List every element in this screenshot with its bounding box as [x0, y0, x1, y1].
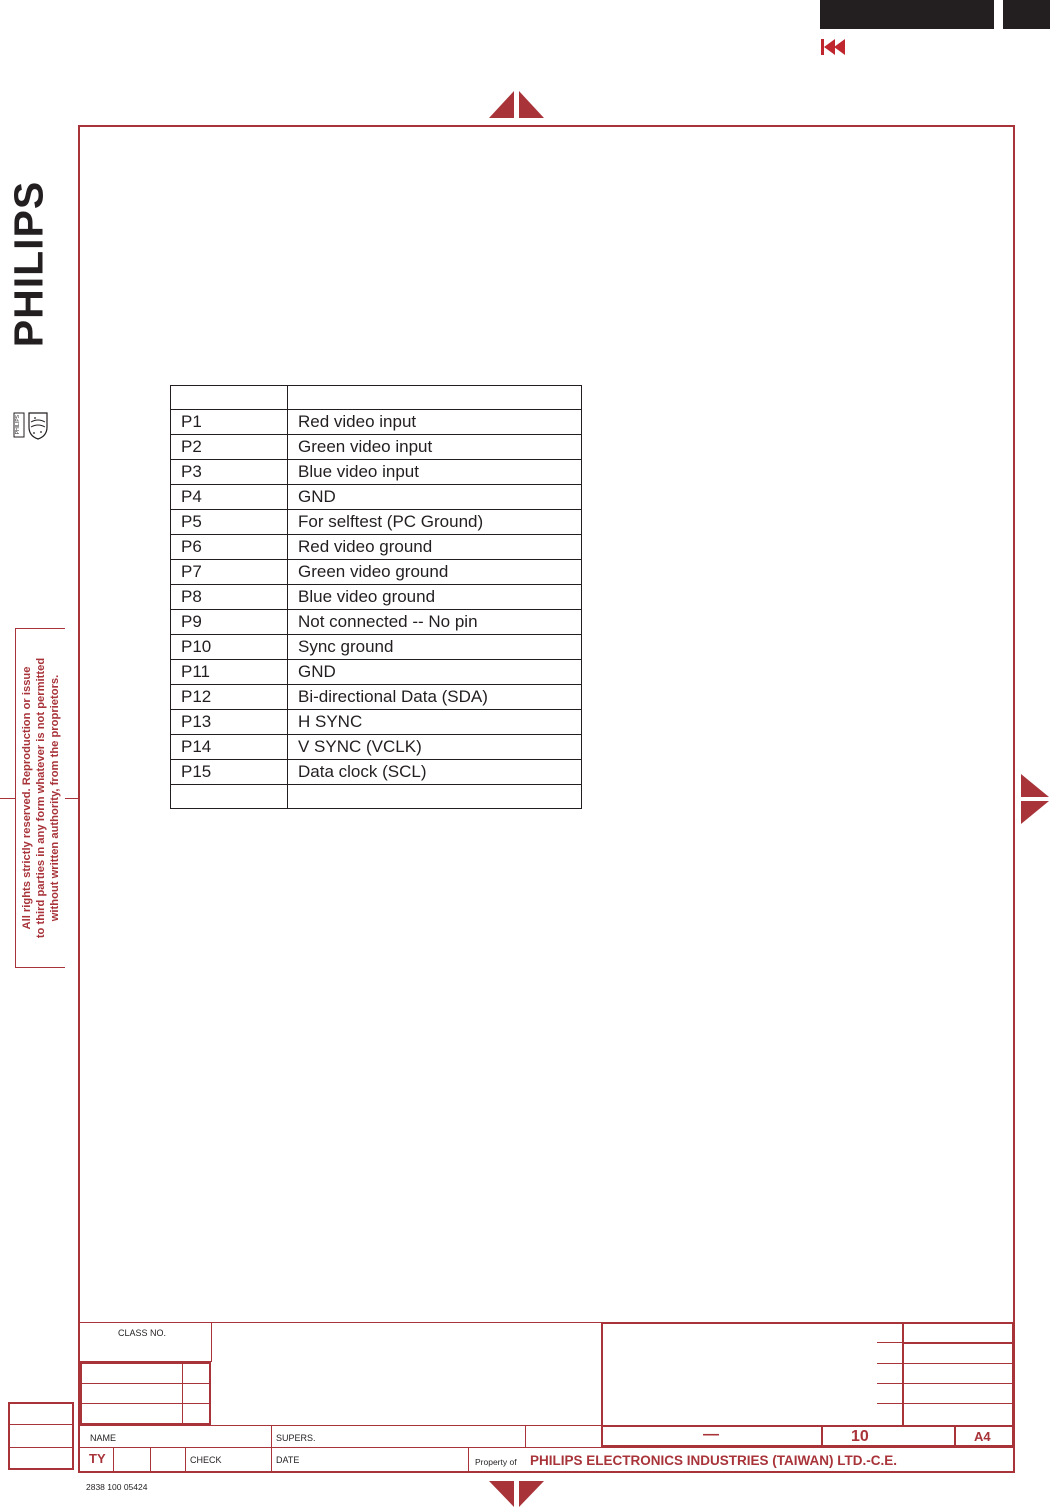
table-row — [171, 585, 582, 610]
next-arrow-icon[interactable] — [1020, 773, 1050, 825]
table-row — [171, 735, 582, 760]
table-row — [171, 510, 582, 535]
pin-number: P8 — [171, 585, 288, 610]
rev-line-d — [902, 1403, 1014, 1404]
sheet-row-box — [601, 1425, 1014, 1447]
pin-number: P15 — [171, 760, 288, 785]
table-row — [171, 760, 582, 785]
table-row — [171, 410, 582, 435]
dash-mark: — — [703, 1426, 719, 1443]
pin-number: P12 — [171, 685, 288, 710]
table-header-row — [171, 386, 582, 410]
tick-3 — [877, 1383, 902, 1384]
sheet-divider-1 — [821, 1425, 823, 1447]
rewind-icon[interactable] — [820, 37, 850, 57]
pin-signal: Not connected -- No pin — [288, 610, 582, 635]
pin-signal: Green video ground — [288, 560, 582, 585]
rev-line-b — [902, 1363, 1014, 1364]
copyright-notice-box — [15, 628, 65, 968]
supers-label: SUPERS. — [276, 1433, 316, 1443]
check-label: CHECK — [190, 1455, 222, 1465]
stamp-line-1 — [8, 1424, 74, 1425]
stamp-line-2 — [8, 1447, 74, 1448]
pin-number: P13 — [171, 710, 288, 735]
pin-signal: Bi-directional Data (SDA) — [288, 685, 582, 710]
up-arrow-icon[interactable] — [488, 90, 546, 118]
sheet-divider-2 — [954, 1425, 956, 1447]
fold-mark-right — [65, 798, 78, 799]
shield-label: PHILIPS — [15, 415, 21, 435]
table-row — [171, 635, 582, 660]
name-divider-1 — [271, 1425, 272, 1471]
description-box — [212, 1322, 602, 1425]
table-row — [171, 560, 582, 585]
drawn-by: TY — [89, 1451, 106, 1466]
company-name: PHILIPS ELECTRONICS INDUSTRIES (TAIWAN) LTD.-C.E. — [530, 1453, 897, 1468]
table-row — [171, 610, 582, 635]
name-divider-2 — [525, 1425, 526, 1447]
date-label: DATE — [276, 1455, 300, 1465]
tick-4 — [877, 1403, 902, 1404]
pin-number: P10 — [171, 635, 288, 660]
revision-line-2 — [80, 1403, 211, 1404]
sheet-number: 10 — [851, 1428, 869, 1445]
pin-signal: Red video ground — [288, 535, 582, 560]
pin-signal: GND — [288, 660, 582, 685]
property-of-label: Property of — [475, 1457, 517, 1467]
rev-line-a — [902, 1342, 1014, 1344]
empty-cell — [171, 785, 288, 809]
pin-number: P14 — [171, 735, 288, 760]
pin-signal: Green video input — [288, 435, 582, 460]
pin-number: P5 — [171, 510, 288, 535]
revision-line-1 — [80, 1383, 211, 1384]
top-tab-bar — [820, 0, 994, 29]
pin-signal: H SYNC — [288, 710, 582, 735]
pin-number: P7 — [171, 560, 288, 585]
copyright-line-2: to third parties in any form whatever is not permitted — [34, 657, 47, 939]
philips-shield-icon — [12, 410, 52, 440]
check-divider-4 — [468, 1447, 469, 1471]
pin-number: P11 — [171, 660, 288, 685]
title-box — [601, 1322, 1014, 1425]
pin-signal: Sync ground — [288, 635, 582, 660]
tick-2 — [877, 1363, 902, 1364]
table-row — [171, 685, 582, 710]
pin-signal: Blue video input — [288, 460, 582, 485]
pin-signal: Red video input — [288, 410, 582, 435]
table-row — [171, 485, 582, 510]
table-row — [171, 535, 582, 560]
check-divider-1 — [113, 1447, 114, 1471]
tick-1 — [877, 1342, 902, 1343]
document-number: 2838 100 05424 — [86, 1482, 148, 1492]
copyright-notice — [20, 658, 62, 938]
pin-number: P4 — [171, 485, 288, 510]
pin-assignment-table — [170, 385, 582, 809]
table-row — [171, 435, 582, 460]
rev-line-c — [902, 1383, 1014, 1384]
pin-number: P3 — [171, 460, 288, 485]
revision-box — [80, 1362, 211, 1425]
revision-divider — [182, 1362, 183, 1425]
down-arrow-icon[interactable] — [488, 1480, 546, 1508]
format-size: A4 — [974, 1429, 991, 1444]
pin-signal: V SYNC (VCLK) — [288, 735, 582, 760]
pin-number: P2 — [171, 435, 288, 460]
class-no-box — [80, 1322, 212, 1362]
pin-signal: Blue video ground — [288, 585, 582, 610]
pin-number: P1 — [171, 410, 288, 435]
name-label: NAME — [90, 1433, 117, 1443]
check-divider-2 — [150, 1447, 151, 1471]
pin-number: P9 — [171, 610, 288, 635]
top-tab-bar-small — [1003, 0, 1050, 29]
philips-wordmark: PHILIPS — [5, 180, 52, 348]
table-row — [171, 660, 582, 685]
title-divider — [902, 1322, 904, 1425]
copyright-line-1: All rights strictly reserved. Reproduction or issue — [20, 666, 33, 930]
pin-signal: Data clock (SCL) — [288, 760, 582, 785]
pin-signal: GND — [288, 485, 582, 510]
pin-number: P6 — [171, 535, 288, 560]
table-footer-row — [171, 785, 582, 809]
table-row — [171, 710, 582, 735]
table-row — [171, 460, 582, 485]
fold-mark-left — [0, 798, 15, 799]
stamp-box — [8, 1402, 74, 1470]
class-no-label: CLASS NO. — [118, 1328, 167, 1338]
pin-signal: For selftest (PC Ground) — [288, 510, 582, 535]
copyright-line-3: without written authority, from the proprietors. — [48, 674, 61, 922]
check-row-line — [80, 1447, 1014, 1448]
empty-cell — [288, 785, 582, 809]
check-divider-3 — [185, 1447, 186, 1471]
